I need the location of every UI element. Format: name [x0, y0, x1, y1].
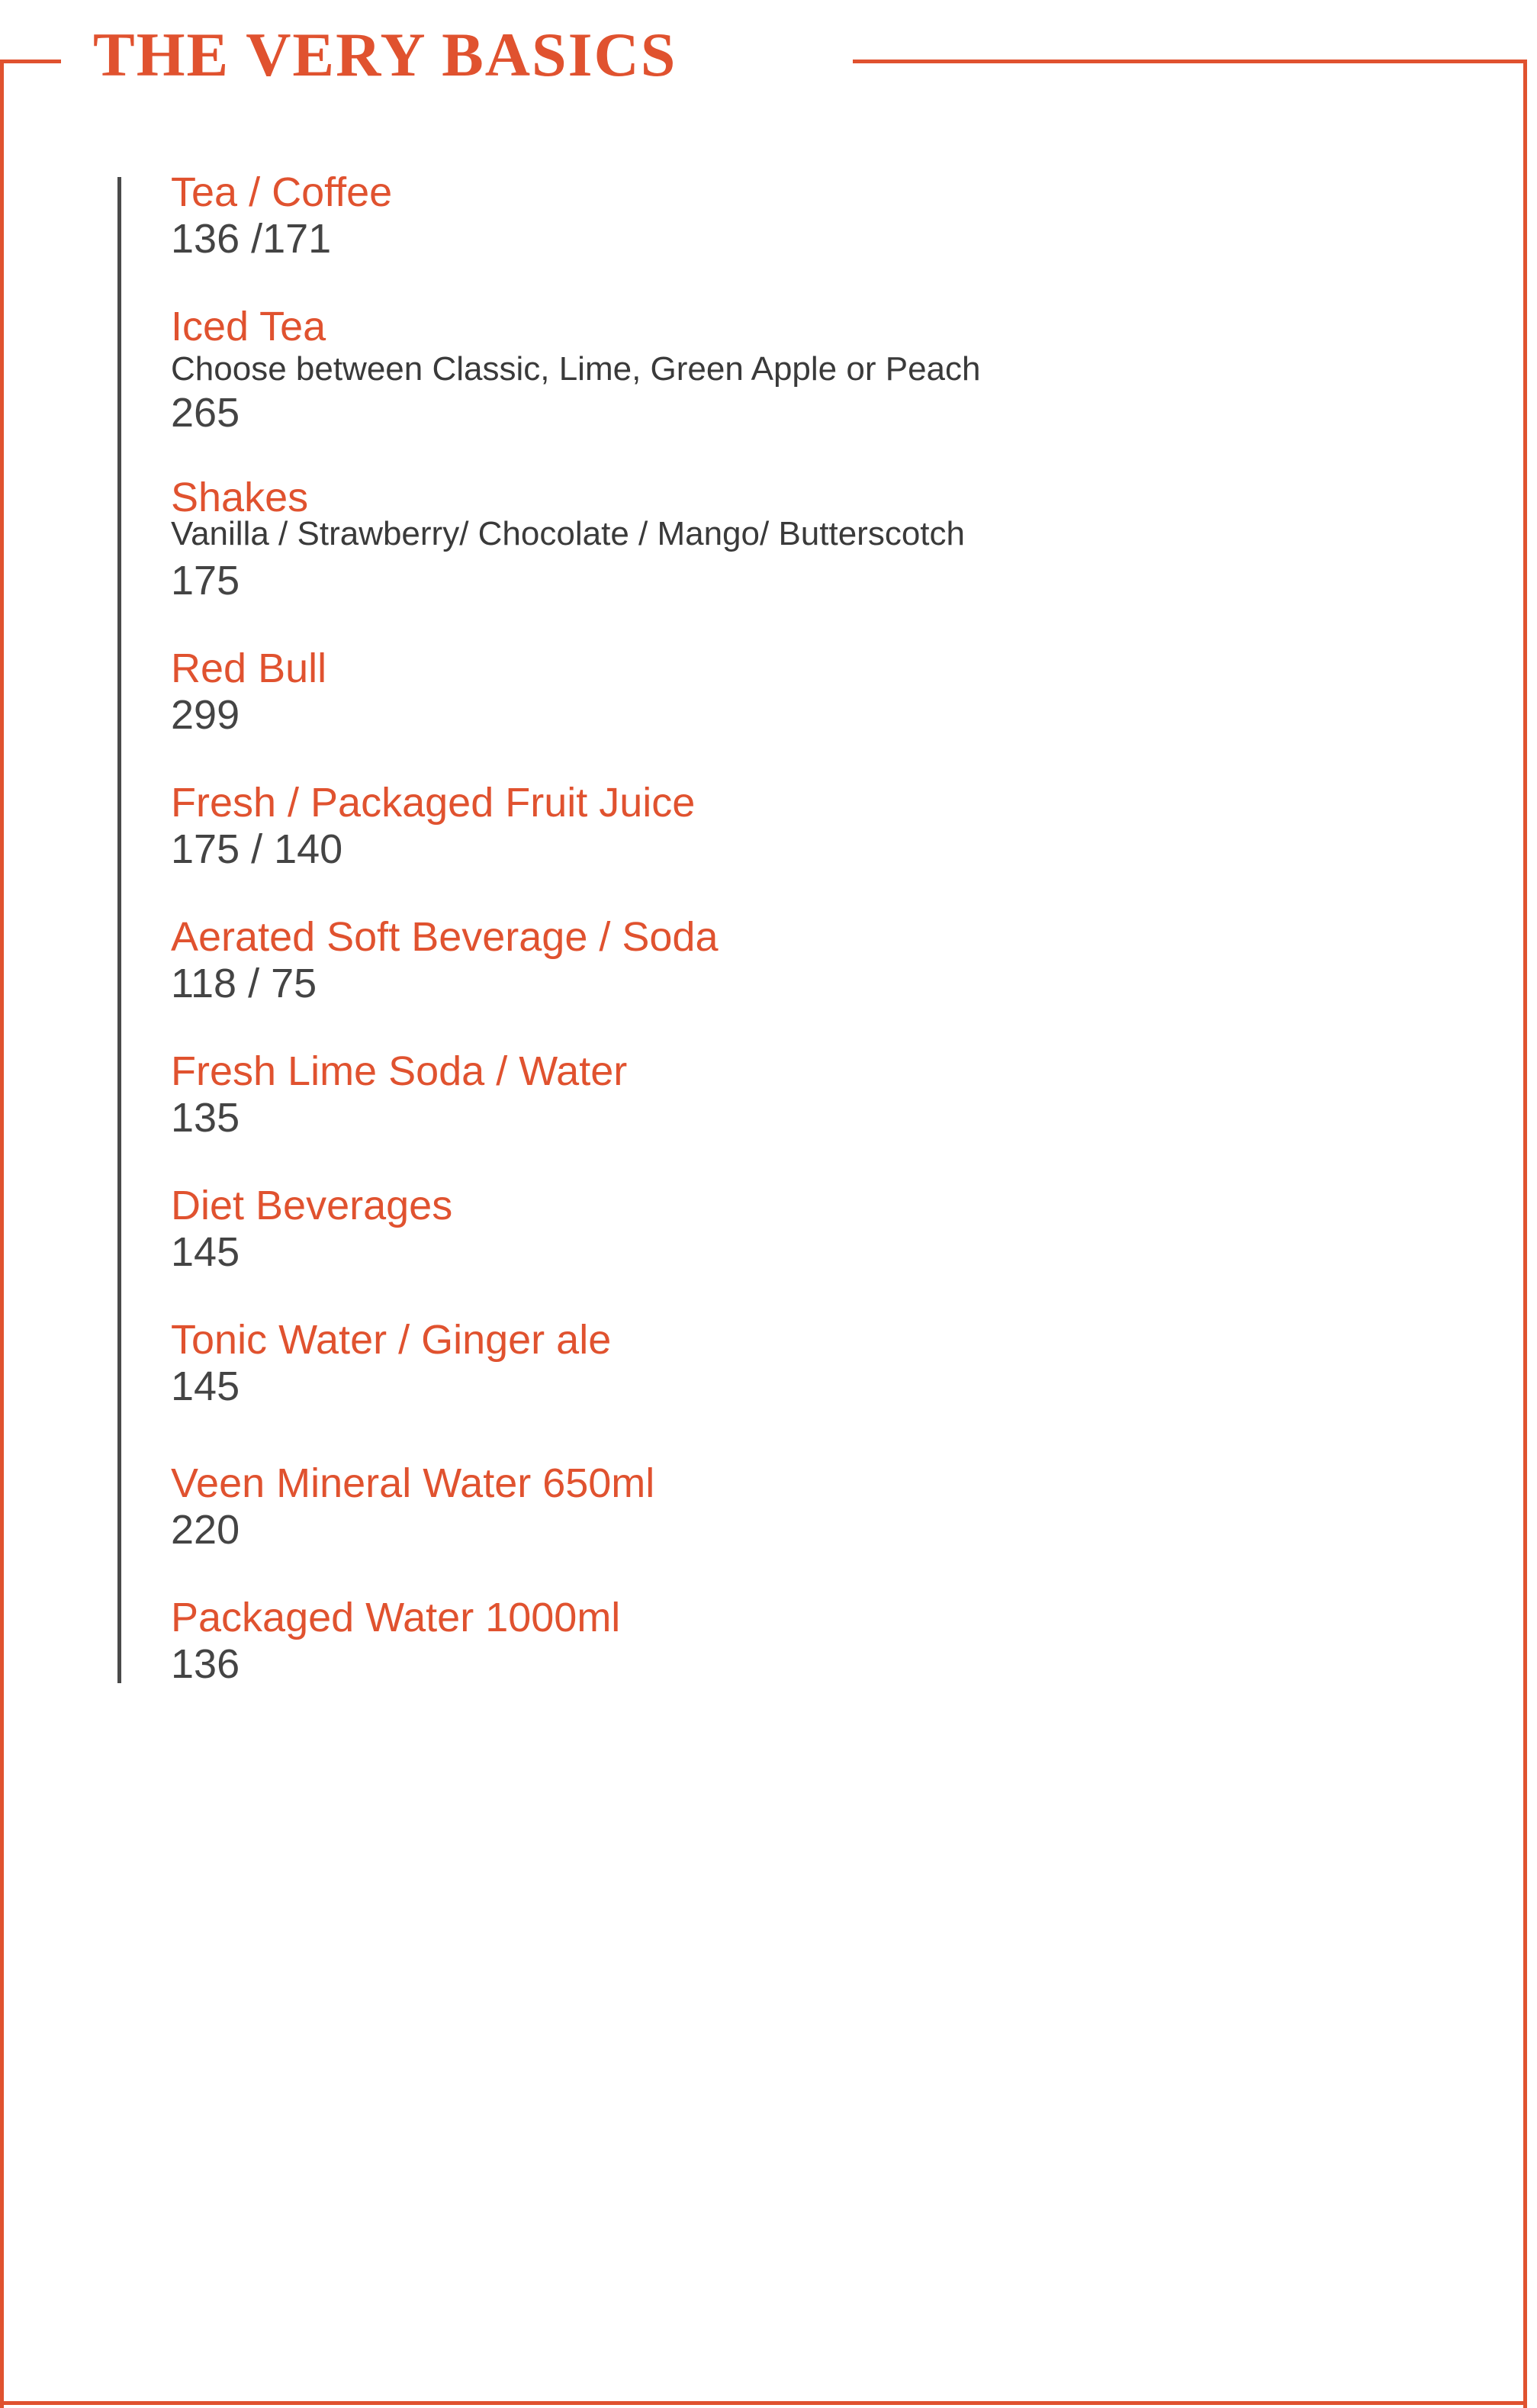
- menu-item: [171, 1595, 1468, 1688]
- frame-left-line: [0, 60, 4, 2408]
- item-name: Packaged Water 1000ml: [171, 1595, 621, 1640]
- item-name: Fresh / Packaged Fruit Juice: [171, 780, 696, 826]
- item-description: Vanilla / Strawberry/ Chocolate / Mango/ Butterscotch: [171, 515, 966, 552]
- frame-top-right-line: [853, 60, 1527, 63]
- frame-top-left-line: [0, 60, 61, 63]
- item-price: 136: [171, 1641, 240, 1687]
- item-price: 175 / 140: [171, 826, 343, 872]
- item-name: Tea / Coffee: [171, 169, 393, 215]
- frame-bottom-line: [0, 2401, 1527, 2405]
- item-price: 145: [171, 1229, 240, 1275]
- menu-item: [171, 780, 1468, 873]
- item-price: 175: [171, 558, 240, 604]
- menu-item: [171, 169, 1468, 262]
- item-name: Iced Tea: [171, 304, 326, 349]
- item-name: Red Bull: [171, 645, 327, 691]
- menu-item: [171, 1048, 1468, 1141]
- menu-item: [171, 1317, 1468, 1410]
- item-description: Choose between Classic, Lime, Green Apple or Peach: [171, 350, 981, 388]
- menu-item: [171, 1183, 1468, 1276]
- menu-item: [171, 914, 1468, 1007]
- item-price: 136 /171: [171, 216, 332, 262]
- menu-item: [171, 645, 1468, 739]
- menu-item: [171, 475, 1468, 604]
- item-name: Aerated Soft Beverage / Soda: [171, 914, 719, 960]
- item-price: 265: [171, 390, 240, 436]
- item-name: Veen Mineral Water 650ml: [171, 1460, 655, 1506]
- menu-item: [171, 1460, 1468, 1553]
- item-name: Tonic Water / Ginger ale: [171, 1317, 612, 1363]
- item-price: 118 / 75: [171, 961, 317, 1006]
- frame-right-line: [1523, 60, 1527, 2408]
- item-price: 220: [171, 1507, 240, 1553]
- item-name: Fresh Lime Soda / Water: [171, 1048, 628, 1094]
- section-title: THE VERY BASICS: [93, 20, 677, 89]
- item-name: Diet Beverages: [171, 1183, 453, 1228]
- item-name: Shakes: [171, 475, 309, 520]
- item-price: 135: [171, 1095, 240, 1141]
- item-price: 145: [171, 1363, 240, 1409]
- menu-item: [171, 304, 1468, 436]
- vertical-divider: [117, 177, 121, 1683]
- item-price: 299: [171, 692, 240, 738]
